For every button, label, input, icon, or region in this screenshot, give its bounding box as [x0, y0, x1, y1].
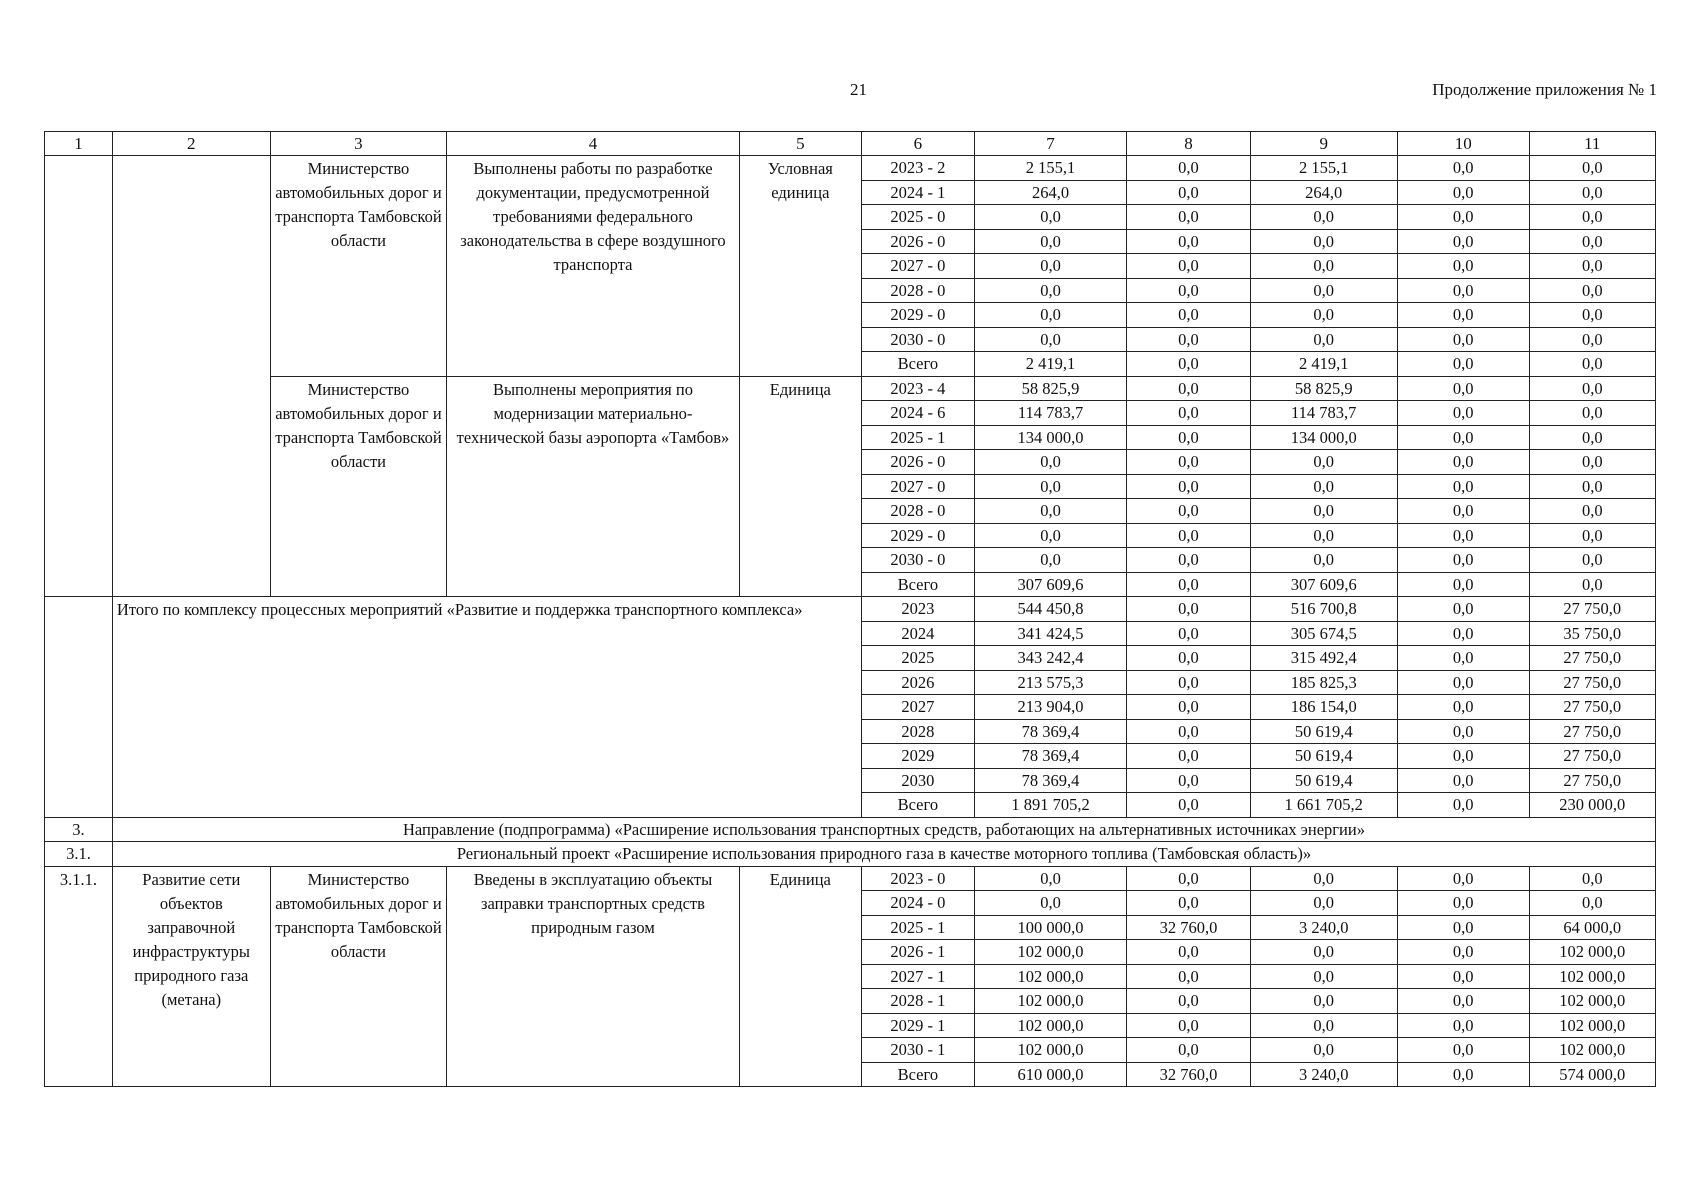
- year-cell: 2028 - 0: [861, 499, 974, 524]
- year-cell: 2023 - 2: [861, 156, 974, 181]
- responsible-executor: Министерство автомобильных дорог и транспорта Тамбовской области: [270, 156, 447, 377]
- empty-number-cell: [45, 597, 113, 818]
- direction-row: [45, 817, 1656, 842]
- value-cell-col11: 27 750,0: [1529, 695, 1656, 720]
- column-number-6: 6: [861, 132, 974, 156]
- result-description: Выполнены работы по разработке документации, предусмотренной требованиями федерального законодательства в сфере воздушного транспорта: [447, 156, 740, 377]
- value-cell-col9: 0,0: [1250, 205, 1397, 230]
- value-cell-col8: 0,0: [1127, 866, 1250, 891]
- value-cell-col11: 0,0: [1529, 180, 1656, 205]
- value-cell-col10: 0,0: [1397, 1038, 1529, 1063]
- value-cell-col11: 0,0: [1529, 352, 1656, 377]
- value-cell-col9: 0,0: [1250, 891, 1397, 916]
- value-cell-col11: 102 000,0: [1529, 940, 1656, 965]
- year-cell: 2024: [861, 621, 974, 646]
- column-number-4: 4: [447, 132, 740, 156]
- year-cell: 2029 - 0: [861, 303, 974, 328]
- value-cell-col8: 0,0: [1127, 425, 1250, 450]
- value-cell-col7: 0,0: [974, 254, 1127, 279]
- total-row: [45, 597, 1656, 622]
- value-cell-col8: 32 760,0: [1127, 915, 1250, 940]
- value-cell-col9: 3 240,0: [1250, 915, 1397, 940]
- value-cell-col7: 0,0: [974, 450, 1127, 475]
- value-cell-col8: 0,0: [1127, 499, 1250, 524]
- empty-number-cell: [45, 156, 113, 597]
- value-cell-col7: 102 000,0: [974, 1038, 1127, 1063]
- year-cell: 2030 - 0: [861, 327, 974, 352]
- value-cell-col8: 0,0: [1127, 278, 1250, 303]
- value-cell-col8: 0,0: [1127, 180, 1250, 205]
- value-cell-col10: 0,0: [1397, 327, 1529, 352]
- value-cell-col10: 0,0: [1397, 866, 1529, 891]
- value-cell-col11: 0,0: [1529, 866, 1656, 891]
- year-cell: Всего: [861, 1062, 974, 1087]
- value-cell-col8: 32 760,0: [1127, 1062, 1250, 1087]
- value-cell-col9: 134 000,0: [1250, 425, 1397, 450]
- value-cell-col9: 0,0: [1250, 523, 1397, 548]
- value-cell-col9: 0,0: [1250, 1038, 1397, 1063]
- value-cell-col9: 0,0: [1250, 499, 1397, 524]
- value-cell-col11: 27 750,0: [1529, 744, 1656, 769]
- year-cell: Всего: [861, 793, 974, 818]
- item-name: Развитие сети объектов заправочной инфраструктуры природного газа (метана): [112, 866, 270, 1087]
- value-cell-col8: 0,0: [1127, 205, 1250, 230]
- value-cell-col10: 0,0: [1397, 474, 1529, 499]
- value-cell-col7: 102 000,0: [974, 989, 1127, 1014]
- value-cell-col9: 305 674,5: [1250, 621, 1397, 646]
- year-cell: Всего: [861, 572, 974, 597]
- value-cell-col10: 0,0: [1397, 695, 1529, 720]
- value-cell-col10: 0,0: [1397, 670, 1529, 695]
- value-cell-col7: 0,0: [974, 278, 1127, 303]
- empty-name-cell: [112, 156, 270, 597]
- value-cell-col8: 0,0: [1127, 744, 1250, 769]
- total-label: Итого по комплексу процессных мероприятий «Развитие и поддержка транспортного комплекса»: [112, 597, 861, 818]
- measure-unit: Единица: [739, 866, 861, 1087]
- value-cell-col10: 0,0: [1397, 989, 1529, 1014]
- value-cell-col10: 0,0: [1397, 548, 1529, 573]
- value-cell-col11: 27 750,0: [1529, 597, 1656, 622]
- year-cell: 2029 - 0: [861, 523, 974, 548]
- value-cell-col9: 50 619,4: [1250, 744, 1397, 769]
- value-cell-col7: 0,0: [974, 548, 1127, 573]
- appendix-table: [44, 131, 1656, 1087]
- value-cell-col7: 341 424,5: [974, 621, 1127, 646]
- column-number-8: 8: [1127, 132, 1250, 156]
- value-cell-col11: 0,0: [1529, 229, 1656, 254]
- value-cell-col11: 27 750,0: [1529, 646, 1656, 671]
- responsible-executor: Министерство автомобильных дорог и транспорта Тамбовской области: [270, 866, 447, 1087]
- value-cell-col7: 264,0: [974, 180, 1127, 205]
- value-cell-col7: 610 000,0: [974, 1062, 1127, 1087]
- year-cell: 2023 - 4: [861, 376, 974, 401]
- year-cell: 2025 - 1: [861, 915, 974, 940]
- value-cell-col9: 50 619,4: [1250, 719, 1397, 744]
- year-cell: 2025 - 0: [861, 205, 974, 230]
- value-cell-col8: 0,0: [1127, 254, 1250, 279]
- value-cell-col9: 307 609,6: [1250, 572, 1397, 597]
- value-cell-col10: 0,0: [1397, 768, 1529, 793]
- value-cell-col8: 0,0: [1127, 523, 1250, 548]
- value-cell-col8: 0,0: [1127, 940, 1250, 965]
- continuation-label: Продолжение приложения № 1: [1432, 80, 1657, 99]
- value-cell-col7: 2 419,1: [974, 352, 1127, 377]
- value-cell-col8: 0,0: [1127, 793, 1250, 818]
- value-cell-col11: 0,0: [1529, 425, 1656, 450]
- year-cell: Всего: [861, 352, 974, 377]
- value-cell-col8: 0,0: [1127, 891, 1250, 916]
- value-cell-col8: 0,0: [1127, 768, 1250, 793]
- measure-unit: Условная единица: [739, 156, 861, 377]
- value-cell-col7: 114 783,7: [974, 401, 1127, 426]
- direction-title: Направление (подпрограмма) «Расширение использования транспортных средств, работающих на альтернативных источниках энергии»: [112, 817, 1655, 842]
- value-cell-col11: 0,0: [1529, 303, 1656, 328]
- result-description: Введены в эксплуатацию объекты заправки транспортных средств природным газом: [447, 866, 740, 1087]
- value-cell-col7: 58 825,9: [974, 376, 1127, 401]
- year-cell: 2025 - 1: [861, 425, 974, 450]
- value-cell-col7: 78 369,4: [974, 768, 1127, 793]
- column-number-5: 5: [739, 132, 861, 156]
- value-cell-col9: 516 700,8: [1250, 597, 1397, 622]
- value-cell-col7: 0,0: [974, 474, 1127, 499]
- value-cell-col9: 0,0: [1250, 989, 1397, 1014]
- value-cell-col10: 0,0: [1397, 278, 1529, 303]
- value-cell-col8: 0,0: [1127, 303, 1250, 328]
- value-cell-col10: 0,0: [1397, 180, 1529, 205]
- value-cell-col9: 0,0: [1250, 327, 1397, 352]
- column-number-10: 10: [1397, 132, 1529, 156]
- result-description: Выполнены мероприятия по модернизации материально-технической базы аэропорта «Тамбов»: [447, 376, 740, 597]
- value-cell-col7: 134 000,0: [974, 425, 1127, 450]
- value-cell-col10: 0,0: [1397, 156, 1529, 181]
- value-cell-col10: 0,0: [1397, 1062, 1529, 1087]
- project-title: Региональный проект «Расширение использования природного газа в качестве моторного топлива (Тамбовская область)»: [112, 842, 1655, 867]
- value-cell-col11: 230 000,0: [1529, 793, 1656, 818]
- column-number-7: 7: [974, 132, 1127, 156]
- value-cell-col9: 0,0: [1250, 548, 1397, 573]
- value-cell-col9: 1 661 705,2: [1250, 793, 1397, 818]
- year-cell: 2026 - 1: [861, 940, 974, 965]
- value-cell-col8: 0,0: [1127, 572, 1250, 597]
- value-cell-col11: 102 000,0: [1529, 964, 1656, 989]
- column-number-1: 1: [45, 132, 113, 156]
- value-cell-col7: 343 242,4: [974, 646, 1127, 671]
- year-cell: 2027 - 0: [861, 254, 974, 279]
- value-cell-col8: 0,0: [1127, 670, 1250, 695]
- value-cell-col7: 78 369,4: [974, 744, 1127, 769]
- value-cell-col9: 0,0: [1250, 254, 1397, 279]
- value-cell-col8: 0,0: [1127, 474, 1250, 499]
- value-cell-col8: 0,0: [1127, 450, 1250, 475]
- project-number: 3.1.: [45, 842, 113, 867]
- value-cell-col9: 0,0: [1250, 278, 1397, 303]
- value-cell-col11: 102 000,0: [1529, 1038, 1656, 1063]
- column-number-3: 3: [270, 132, 447, 156]
- value-cell-col9: 3 240,0: [1250, 1062, 1397, 1087]
- value-cell-col8: 0,0: [1127, 964, 1250, 989]
- year-cell: 2030 - 1: [861, 1038, 974, 1063]
- value-cell-col11: 0,0: [1529, 572, 1656, 597]
- value-cell-col9: 50 619,4: [1250, 768, 1397, 793]
- value-cell-col11: 0,0: [1529, 548, 1656, 573]
- value-cell-col8: 0,0: [1127, 646, 1250, 671]
- value-cell-col9: 0,0: [1250, 474, 1397, 499]
- year-cell: 2026: [861, 670, 974, 695]
- value-cell-col10: 0,0: [1397, 401, 1529, 426]
- year-cell: 2024 - 6: [861, 401, 974, 426]
- year-cell: 2028 - 1: [861, 989, 974, 1014]
- value-cell-col7: 0,0: [974, 499, 1127, 524]
- value-cell-col9: 315 492,4: [1250, 646, 1397, 671]
- value-cell-col10: 0,0: [1397, 205, 1529, 230]
- value-cell-col11: 0,0: [1529, 474, 1656, 499]
- value-cell-col9: 58 825,9: [1250, 376, 1397, 401]
- value-cell-col7: 102 000,0: [974, 940, 1127, 965]
- value-cell-col8: 0,0: [1127, 352, 1250, 377]
- value-cell-col8: 0,0: [1127, 989, 1250, 1014]
- value-cell-col8: 0,0: [1127, 401, 1250, 426]
- year-cell: 2030 - 0: [861, 548, 974, 573]
- value-cell-col11: 27 750,0: [1529, 719, 1656, 744]
- value-cell-col11: 27 750,0: [1529, 768, 1656, 793]
- value-cell-col11: 0,0: [1529, 450, 1656, 475]
- value-cell-col10: 0,0: [1397, 1013, 1529, 1038]
- value-cell-col9: 186 154,0: [1250, 695, 1397, 720]
- value-cell-col10: 0,0: [1397, 621, 1529, 646]
- value-cell-col9: 2 419,1: [1250, 352, 1397, 377]
- value-cell-col11: 64 000,0: [1529, 915, 1656, 940]
- table-row: [45, 376, 1656, 401]
- year-cell: 2026 - 0: [861, 450, 974, 475]
- year-cell: 2028: [861, 719, 974, 744]
- value-cell-col11: 0,0: [1529, 891, 1656, 916]
- value-cell-col11: 35 750,0: [1529, 621, 1656, 646]
- value-cell-col10: 0,0: [1397, 376, 1529, 401]
- value-cell-col10: 0,0: [1397, 229, 1529, 254]
- value-cell-col10: 0,0: [1397, 597, 1529, 622]
- value-cell-col9: 114 783,7: [1250, 401, 1397, 426]
- value-cell-col7: 78 369,4: [974, 719, 1127, 744]
- value-cell-col9: 0,0: [1250, 303, 1397, 328]
- value-cell-col10: 0,0: [1397, 450, 1529, 475]
- value-cell-col11: 574 000,0: [1529, 1062, 1656, 1087]
- value-cell-col11: 0,0: [1529, 523, 1656, 548]
- column-number-row: [45, 132, 1656, 156]
- value-cell-col11: 0,0: [1529, 401, 1656, 426]
- year-cell: 2029: [861, 744, 974, 769]
- value-cell-col10: 0,0: [1397, 964, 1529, 989]
- value-cell-col10: 0,0: [1397, 499, 1529, 524]
- value-cell-col7: 2 155,1: [974, 156, 1127, 181]
- year-cell: 2024 - 0: [861, 891, 974, 916]
- value-cell-col7: 100 000,0: [974, 915, 1127, 940]
- value-cell-col10: 0,0: [1397, 891, 1529, 916]
- value-cell-col8: 0,0: [1127, 548, 1250, 573]
- value-cell-col8: 0,0: [1127, 1013, 1250, 1038]
- value-cell-col7: 213 904,0: [974, 695, 1127, 720]
- value-cell-col11: 102 000,0: [1529, 989, 1656, 1014]
- value-cell-col11: 0,0: [1529, 205, 1656, 230]
- value-cell-col7: 0,0: [974, 205, 1127, 230]
- value-cell-col8: 0,0: [1127, 229, 1250, 254]
- value-cell-col10: 0,0: [1397, 915, 1529, 940]
- value-cell-col11: 0,0: [1529, 499, 1656, 524]
- value-cell-col9: 0,0: [1250, 940, 1397, 965]
- year-cell: 2028 - 0: [861, 278, 974, 303]
- value-cell-col7: 544 450,8: [974, 597, 1127, 622]
- year-cell: 2029 - 1: [861, 1013, 974, 1038]
- value-cell-col9: 264,0: [1250, 180, 1397, 205]
- value-cell-col11: 0,0: [1529, 156, 1656, 181]
- value-cell-col9: 0,0: [1250, 229, 1397, 254]
- value-cell-col10: 0,0: [1397, 303, 1529, 328]
- value-cell-col7: 102 000,0: [974, 964, 1127, 989]
- value-cell-col11: 0,0: [1529, 254, 1656, 279]
- year-cell: 2024 - 1: [861, 180, 974, 205]
- year-cell: 2027 - 1: [861, 964, 974, 989]
- year-cell: 2025: [861, 646, 974, 671]
- value-cell-col10: 0,0: [1397, 646, 1529, 671]
- value-cell-col8: 0,0: [1127, 695, 1250, 720]
- value-cell-col10: 0,0: [1397, 719, 1529, 744]
- value-cell-col11: 27 750,0: [1529, 670, 1656, 695]
- value-cell-col8: 0,0: [1127, 1038, 1250, 1063]
- value-cell-col9: 0,0: [1250, 866, 1397, 891]
- value-cell-col10: 0,0: [1397, 254, 1529, 279]
- value-cell-col11: 0,0: [1529, 278, 1656, 303]
- year-cell: 2030: [861, 768, 974, 793]
- project-row: [45, 842, 1656, 867]
- value-cell-col7: 0,0: [974, 866, 1127, 891]
- column-number-2: 2: [112, 132, 270, 156]
- value-cell-col9: 0,0: [1250, 1013, 1397, 1038]
- value-cell-col8: 0,0: [1127, 156, 1250, 181]
- measure-unit: Единица: [739, 376, 861, 597]
- value-cell-col7: 0,0: [974, 523, 1127, 548]
- value-cell-col9: 2 155,1: [1250, 156, 1397, 181]
- value-cell-col7: 0,0: [974, 303, 1127, 328]
- value-cell-col8: 0,0: [1127, 597, 1250, 622]
- year-cell: 2027 - 0: [861, 474, 974, 499]
- value-cell-col10: 0,0: [1397, 940, 1529, 965]
- value-cell-col8: 0,0: [1127, 621, 1250, 646]
- value-cell-col10: 0,0: [1397, 425, 1529, 450]
- column-number-9: 9: [1250, 132, 1397, 156]
- year-cell: 2023: [861, 597, 974, 622]
- value-cell-col7: 213 575,3: [974, 670, 1127, 695]
- value-cell-col10: 0,0: [1397, 352, 1529, 377]
- value-cell-col11: 0,0: [1529, 327, 1656, 352]
- value-cell-col7: 0,0: [974, 891, 1127, 916]
- value-cell-col7: 102 000,0: [974, 1013, 1127, 1038]
- responsible-executor: Министерство автомобильных дорог и транспорта Тамбовской области: [270, 376, 447, 597]
- value-cell-col10: 0,0: [1397, 793, 1529, 818]
- value-cell-col11: 0,0: [1529, 376, 1656, 401]
- column-number-11: 11: [1529, 132, 1656, 156]
- value-cell-col8: 0,0: [1127, 719, 1250, 744]
- value-cell-col8: 0,0: [1127, 327, 1250, 352]
- value-cell-col9: 185 825,3: [1250, 670, 1397, 695]
- value-cell-col9: 0,0: [1250, 964, 1397, 989]
- table-row: [45, 156, 1656, 181]
- direction-number: 3.: [45, 817, 113, 842]
- value-cell-col10: 0,0: [1397, 572, 1529, 597]
- page-number: 21: [850, 80, 867, 99]
- value-cell-col7: 0,0: [974, 327, 1127, 352]
- value-cell-col7: 1 891 705,2: [974, 793, 1127, 818]
- table-row: [45, 866, 1656, 891]
- value-cell-col7: 307 609,6: [974, 572, 1127, 597]
- value-cell-col8: 0,0: [1127, 376, 1250, 401]
- value-cell-col10: 0,0: [1397, 744, 1529, 769]
- value-cell-col10: 0,0: [1397, 523, 1529, 548]
- year-cell: 2027: [861, 695, 974, 720]
- year-cell: 2026 - 0: [861, 229, 974, 254]
- value-cell-col11: 102 000,0: [1529, 1013, 1656, 1038]
- item-number: 3.1.1.: [45, 866, 113, 1087]
- value-cell-col9: 0,0: [1250, 450, 1397, 475]
- value-cell-col7: 0,0: [974, 229, 1127, 254]
- year-cell: 2023 - 0: [861, 866, 974, 891]
